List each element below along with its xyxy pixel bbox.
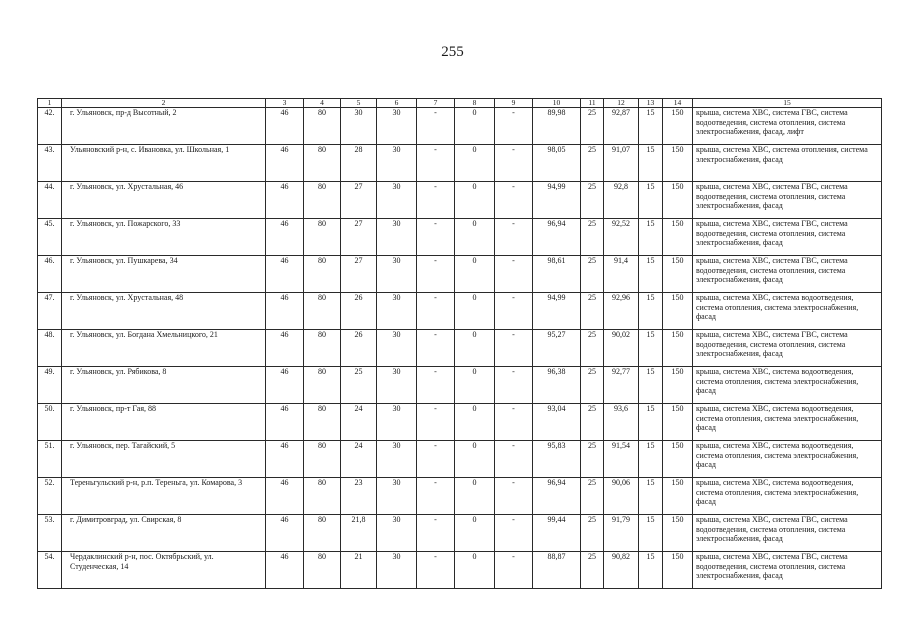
c12-value: 92,77 bbox=[604, 367, 639, 404]
c11-value: 25 bbox=[581, 145, 604, 182]
c13-value: 15 bbox=[639, 293, 663, 330]
c11-value: 25 bbox=[581, 330, 604, 367]
c12-value: 91,54 bbox=[604, 441, 639, 478]
c10-value: 99,44 bbox=[533, 515, 581, 552]
table-row bbox=[38, 552, 882, 589]
c5-value: 24 bbox=[341, 404, 377, 441]
column-number-5: 5 bbox=[341, 99, 377, 108]
c6-value: 30 bbox=[377, 552, 417, 589]
column-number-9: 9 bbox=[495, 99, 533, 108]
row-index: 51. bbox=[38, 441, 62, 478]
address: г. Ульяновск, ул. Пожарского, 33 bbox=[62, 219, 266, 256]
table-row bbox=[38, 293, 882, 330]
c14-value: 150 bbox=[663, 367, 693, 404]
c10-value: 94,99 bbox=[533, 182, 581, 219]
table-row bbox=[38, 330, 882, 367]
c3-value: 46 bbox=[266, 515, 304, 552]
address: г. Димитровград, ул. Свирская, 8 bbox=[62, 515, 266, 552]
c14-value: 150 bbox=[663, 256, 693, 293]
c8-value: 0 bbox=[455, 219, 495, 256]
c4-value: 80 bbox=[304, 478, 341, 515]
c9-value: - bbox=[495, 515, 533, 552]
c4-value: 80 bbox=[304, 256, 341, 293]
c8-value: 0 bbox=[455, 404, 495, 441]
address: г. Ульяновск, ул. Хрустальная, 46 bbox=[62, 182, 266, 219]
c14-value: 150 bbox=[663, 404, 693, 441]
c4-value: 80 bbox=[304, 330, 341, 367]
c7-value: - bbox=[417, 404, 455, 441]
address: Чердаклинский р-н, пос. Октябрьский, ул. Студенческая, 14 bbox=[62, 552, 266, 589]
c9-value: - bbox=[495, 293, 533, 330]
c14-value: 150 bbox=[663, 293, 693, 330]
c8-value: 0 bbox=[455, 108, 495, 145]
c4-value: 80 bbox=[304, 182, 341, 219]
c10-value: 94,99 bbox=[533, 293, 581, 330]
c12-value: 92,87 bbox=[604, 108, 639, 145]
works-list: крыша, система ХВС, система водоотведения, система отопления, система электроснабжения, фасад bbox=[693, 478, 882, 515]
c8-value: 0 bbox=[455, 330, 495, 367]
c14-value: 150 bbox=[663, 219, 693, 256]
c13-value: 15 bbox=[639, 478, 663, 515]
column-number-14: 14 bbox=[663, 99, 693, 108]
c3-value: 46 bbox=[266, 330, 304, 367]
c3-value: 46 bbox=[266, 367, 304, 404]
c7-value: - bbox=[417, 182, 455, 219]
c4-value: 80 bbox=[304, 367, 341, 404]
c14-value: 150 bbox=[663, 145, 693, 182]
address: г. Ульяновск, ул. Богдана Хмельницкого, 21 bbox=[62, 330, 266, 367]
c6-value: 30 bbox=[377, 441, 417, 478]
c13-value: 15 bbox=[639, 256, 663, 293]
column-number-row bbox=[38, 99, 882, 108]
c10-value: 96,94 bbox=[533, 478, 581, 515]
row-index: 52. bbox=[38, 478, 62, 515]
table-row bbox=[38, 145, 882, 182]
row-index: 45. bbox=[38, 219, 62, 256]
address: г. Ульяновск, ул. Хрустальная, 48 bbox=[62, 293, 266, 330]
column-number-6: 6 bbox=[377, 99, 417, 108]
c13-value: 15 bbox=[639, 219, 663, 256]
c5-value: 28 bbox=[341, 145, 377, 182]
c7-value: - bbox=[417, 515, 455, 552]
address: г. Ульяновск, ул. Пушкарева, 34 bbox=[62, 256, 266, 293]
c6-value: 30 bbox=[377, 515, 417, 552]
address: г. Ульяновск, ул. Рябикова, 8 bbox=[62, 367, 266, 404]
c4-value: 80 bbox=[304, 108, 341, 145]
c10-value: 98,05 bbox=[533, 145, 581, 182]
c8-value: 0 bbox=[455, 367, 495, 404]
c13-value: 15 bbox=[639, 182, 663, 219]
works-list: крыша, система ХВС, система ГВС, система водоотведения, система отопления, система электроснабжения, фасад bbox=[693, 256, 882, 293]
c9-value: - bbox=[495, 182, 533, 219]
address: Ульяновский р-н, с. Ивановка, ул. Школьная, 1 bbox=[62, 145, 266, 182]
c3-value: 46 bbox=[266, 219, 304, 256]
c14-value: 150 bbox=[663, 182, 693, 219]
c11-value: 25 bbox=[581, 256, 604, 293]
c12-value: 93,6 bbox=[604, 404, 639, 441]
register-table bbox=[37, 98, 882, 589]
c11-value: 25 bbox=[581, 293, 604, 330]
c9-value: - bbox=[495, 256, 533, 293]
c5-value: 30 bbox=[341, 108, 377, 145]
works-list: крыша, система ХВС, система ГВС, система водоотведения, система отопления, система электроснабжения, фасад, лифт bbox=[693, 108, 882, 145]
c6-value: 30 bbox=[377, 404, 417, 441]
c6-value: 30 bbox=[377, 478, 417, 515]
c10-value: 95,27 bbox=[533, 330, 581, 367]
c7-value: - bbox=[417, 441, 455, 478]
c11-value: 25 bbox=[581, 367, 604, 404]
c3-value: 46 bbox=[266, 108, 304, 145]
row-index: 43. bbox=[38, 145, 62, 182]
c5-value: 26 bbox=[341, 293, 377, 330]
table-row bbox=[38, 404, 882, 441]
c12-value: 90,06 bbox=[604, 478, 639, 515]
c7-value: - bbox=[417, 367, 455, 404]
table-row bbox=[38, 182, 882, 219]
c4-value: 80 bbox=[304, 145, 341, 182]
c6-value: 30 bbox=[377, 219, 417, 256]
column-number-3: 3 bbox=[266, 99, 304, 108]
row-index: 48. bbox=[38, 330, 62, 367]
c5-value: 21 bbox=[341, 552, 377, 589]
c14-value: 150 bbox=[663, 515, 693, 552]
c13-value: 15 bbox=[639, 515, 663, 552]
c3-value: 46 bbox=[266, 293, 304, 330]
c10-value: 96,94 bbox=[533, 219, 581, 256]
c14-value: 150 bbox=[663, 441, 693, 478]
c14-value: 150 bbox=[663, 330, 693, 367]
c10-value: 98,61 bbox=[533, 256, 581, 293]
c7-value: - bbox=[417, 145, 455, 182]
c13-value: 15 bbox=[639, 404, 663, 441]
column-number-11: 11 bbox=[581, 99, 604, 108]
column-number-12: 12 bbox=[604, 99, 639, 108]
table-row bbox=[38, 219, 882, 256]
c11-value: 25 bbox=[581, 552, 604, 589]
c11-value: 25 bbox=[581, 182, 604, 219]
c12-value: 92,8 bbox=[604, 182, 639, 219]
column-number-7: 7 bbox=[417, 99, 455, 108]
c10-value: 95,83 bbox=[533, 441, 581, 478]
c3-value: 46 bbox=[266, 478, 304, 515]
works-list: крыша, система ХВС, система ГВС, система водоотведения, система отопления, система электроснабжения, фасад bbox=[693, 182, 882, 219]
table-row bbox=[38, 478, 882, 515]
c5-value: 24 bbox=[341, 441, 377, 478]
row-index: 42. bbox=[38, 108, 62, 145]
c12-value: 91,79 bbox=[604, 515, 639, 552]
address: Тереньгульский р-н, р.п. Тереньга, ул. Комарова, 3 bbox=[62, 478, 266, 515]
c10-value: 93,04 bbox=[533, 404, 581, 441]
c3-value: 46 bbox=[266, 256, 304, 293]
c13-value: 15 bbox=[639, 367, 663, 404]
c8-value: 0 bbox=[455, 441, 495, 478]
column-number-15: 15 bbox=[693, 99, 882, 108]
c6-value: 30 bbox=[377, 330, 417, 367]
c8-value: 0 bbox=[455, 552, 495, 589]
c12-value: 92,52 bbox=[604, 219, 639, 256]
column-number-8: 8 bbox=[455, 99, 495, 108]
c7-value: - bbox=[417, 256, 455, 293]
c5-value: 21,8 bbox=[341, 515, 377, 552]
table-row bbox=[38, 441, 882, 478]
c6-value: 30 bbox=[377, 293, 417, 330]
c4-value: 80 bbox=[304, 552, 341, 589]
c14-value: 150 bbox=[663, 478, 693, 515]
c11-value: 25 bbox=[581, 478, 604, 515]
c9-value: - bbox=[495, 441, 533, 478]
c14-value: 150 bbox=[663, 552, 693, 589]
c5-value: 27 bbox=[341, 182, 377, 219]
c9-value: - bbox=[495, 219, 533, 256]
c12-value: 90,82 bbox=[604, 552, 639, 589]
address: г. Ульяновск, пр-д Высотный, 2 bbox=[62, 108, 266, 145]
c7-value: - bbox=[417, 293, 455, 330]
table-row bbox=[38, 367, 882, 404]
c8-value: 0 bbox=[455, 256, 495, 293]
c13-value: 15 bbox=[639, 108, 663, 145]
c7-value: - bbox=[417, 478, 455, 515]
column-number-13: 13 bbox=[639, 99, 663, 108]
c13-value: 15 bbox=[639, 330, 663, 367]
c7-value: - bbox=[417, 552, 455, 589]
address: г. Ульяновск, пр-т Гая, 88 bbox=[62, 404, 266, 441]
c11-value: 25 bbox=[581, 219, 604, 256]
c12-value: 92,96 bbox=[604, 293, 639, 330]
column-number-4: 4 bbox=[304, 99, 341, 108]
c8-value: 0 bbox=[455, 182, 495, 219]
works-list: крыша, система ХВС, система ГВС, система водоотведения, система отопления, система электроснабжения, фасад bbox=[693, 515, 882, 552]
c5-value: 27 bbox=[341, 256, 377, 293]
page-number: 255 bbox=[441, 44, 464, 60]
c8-value: 0 bbox=[455, 478, 495, 515]
c7-value: - bbox=[417, 330, 455, 367]
c9-value: - bbox=[495, 478, 533, 515]
c5-value: 26 bbox=[341, 330, 377, 367]
c14-value: 150 bbox=[663, 108, 693, 145]
works-list: крыша, система ХВС, система ГВС, система водоотведения, система отопления, система электроснабжения, фасад bbox=[693, 552, 882, 589]
c12-value: 91,07 bbox=[604, 145, 639, 182]
works-list: крыша, система ХВС, система водоотведения, система отопления, система электроснабжения, фасад bbox=[693, 293, 882, 330]
c4-value: 80 bbox=[304, 219, 341, 256]
c9-value: - bbox=[495, 552, 533, 589]
works-list: крыша, система ХВС, система ГВС, система водоотведения, система отопления, система электроснабжения, фасад bbox=[693, 330, 882, 367]
c11-value: 25 bbox=[581, 441, 604, 478]
row-index: 44. bbox=[38, 182, 62, 219]
c6-value: 30 bbox=[377, 367, 417, 404]
c12-value: 90,02 bbox=[604, 330, 639, 367]
row-index: 54. bbox=[38, 552, 62, 589]
table-row bbox=[38, 256, 882, 293]
c3-value: 46 bbox=[266, 404, 304, 441]
row-index: 50. bbox=[38, 404, 62, 441]
c3-value: 46 bbox=[266, 182, 304, 219]
c6-value: 30 bbox=[377, 108, 417, 145]
c7-value: - bbox=[417, 219, 455, 256]
table-row bbox=[38, 108, 882, 145]
works-list: крыша, система ХВС, система водоотведения, система отопления, система электроснабжения, фасад bbox=[693, 404, 882, 441]
row-index: 53. bbox=[38, 515, 62, 552]
row-index: 49. bbox=[38, 367, 62, 404]
c4-value: 80 bbox=[304, 441, 341, 478]
c13-value: 15 bbox=[639, 552, 663, 589]
c11-value: 25 bbox=[581, 515, 604, 552]
address: г. Ульяновск, пер. Тагайский, 5 bbox=[62, 441, 266, 478]
c13-value: 15 bbox=[639, 441, 663, 478]
column-number-10: 10 bbox=[533, 99, 581, 108]
c3-value: 46 bbox=[266, 145, 304, 182]
c10-value: 88,87 bbox=[533, 552, 581, 589]
works-list: крыша, система ХВС, система ГВС, система водоотведения, система отопления, система электроснабжения, фасад bbox=[693, 219, 882, 256]
c4-value: 80 bbox=[304, 293, 341, 330]
c3-value: 46 bbox=[266, 552, 304, 589]
c13-value: 15 bbox=[639, 145, 663, 182]
c6-value: 30 bbox=[377, 145, 417, 182]
c3-value: 46 bbox=[266, 441, 304, 478]
c9-value: - bbox=[495, 367, 533, 404]
c8-value: 0 bbox=[455, 145, 495, 182]
c4-value: 80 bbox=[304, 404, 341, 441]
c9-value: - bbox=[495, 145, 533, 182]
works-list: крыша, система ХВС, система отопления, система электроснабжения, фасад bbox=[693, 145, 882, 182]
c7-value: - bbox=[417, 108, 455, 145]
c6-value: 30 bbox=[377, 256, 417, 293]
c5-value: 23 bbox=[341, 478, 377, 515]
c9-value: - bbox=[495, 330, 533, 367]
c10-value: 89,98 bbox=[533, 108, 581, 145]
column-number-2: 2 bbox=[62, 99, 266, 108]
column-number-1: 1 bbox=[38, 99, 62, 108]
c11-value: 25 bbox=[581, 108, 604, 145]
works-list: крыша, система ХВС, система водоотведения, система отопления, система электроснабжения, фасад bbox=[693, 367, 882, 404]
c6-value: 30 bbox=[377, 182, 417, 219]
row-index: 47. bbox=[38, 293, 62, 330]
c12-value: 91,4 bbox=[604, 256, 639, 293]
c10-value: 96,38 bbox=[533, 367, 581, 404]
works-list: крыша, система ХВС, система водоотведения, система отопления, система электроснабжения, фасад bbox=[693, 441, 882, 478]
c8-value: 0 bbox=[455, 515, 495, 552]
c9-value: - bbox=[495, 108, 533, 145]
c11-value: 25 bbox=[581, 404, 604, 441]
c5-value: 27 bbox=[341, 219, 377, 256]
c4-value: 80 bbox=[304, 515, 341, 552]
c5-value: 25 bbox=[341, 367, 377, 404]
table-row bbox=[38, 515, 882, 552]
c8-value: 0 bbox=[455, 293, 495, 330]
row-index: 46. bbox=[38, 256, 62, 293]
c9-value: - bbox=[495, 404, 533, 441]
